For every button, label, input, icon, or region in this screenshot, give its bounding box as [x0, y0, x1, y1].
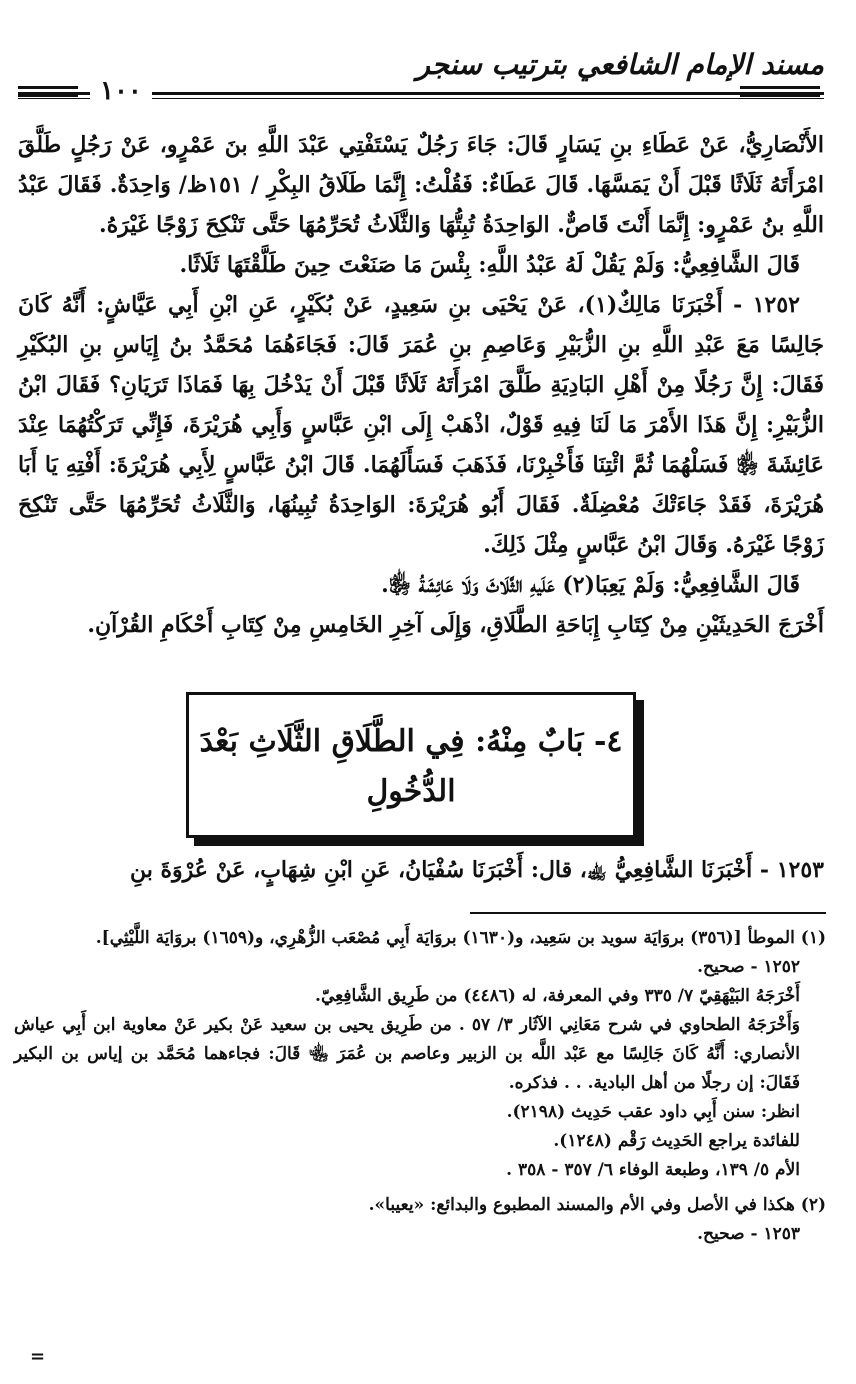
- takhrij-line: وَأَخْرَجَهُ الطحاوي في شرح مَعَانِي الآثَار ٣/ ٥٧ . من طَرِيق يحيى بن سعيد عَنْ بكير عَنْ معاوية ابن أَبِي عياش الأنصاري: أَنَّهُ كَانَ جَالِسًا مع عَبْد اللَّه بن الزبير وعاصم بن عُمَرَ ﵄ قَالَ: فجاءهما مُحَمَّد بن إياس بن البكير فَقَالَ: إن رجلًا من أهل البادية. . . فذكره.: [14, 1015, 800, 1093]
- takhrij-line: أَخْرَجَهُ البَيْهَقِيّ ٧/ ٣٣٥ وفي المعرفة، له (٤٤٨٦) من طَرِيق الشَّافِعِيّ.: [315, 986, 800, 1006]
- reference-line: للفائدة يراجع الحَدِيث رَقْم (١٢٤٨).: [553, 1131, 800, 1151]
- footnote-1: (١) الموطأ [(٣٥٦) بروَايَة سويد بن سَعِيد، و(١٦٣٠) بروَايَة أَبِي مُصْعَب الزُّهْرِي، و(١٦٥٩) بروَايَة اللَّيْثِي].: [95, 928, 826, 948]
- chapter-heading-box: [186, 692, 636, 838]
- text-paragraph: ١٢٥٣ - أَخْبَرَنَا الشَّافِعِيُّ ﵀، قال: أَخْبَرَنَا سُفْيَانُ، عَنِ ابْنِ شِهَابٍ، عَنْ عُرْوَةَ بنِ: [129, 857, 824, 883]
- footnotes: [14, 924, 826, 1249]
- main-text: [18, 125, 824, 645]
- page-number: ١٠٠: [90, 76, 152, 106]
- text-paragraph: قَالَ الشَّافِعِيُّ: وَلَمْ يَعِبَا(٢) عَلَيهِ الثَّلَاثَ وَلَا عَائِشَةُ ﵂.: [381, 572, 800, 598]
- hadith-1253: [18, 850, 824, 890]
- reference-line: انظر: سنن أَبِي داود عقب حَدِيث (٢١٩٨).: [506, 1102, 800, 1122]
- continuation-mark: =: [30, 1346, 46, 1367]
- grading-1253: ١٢٥٣ - صحيح.: [697, 1224, 800, 1244]
- grading-1252: ١٢٥٢ - صحيح.: [697, 957, 800, 977]
- text-paragraph: قَالَ الشَّافِعِيُّ: وَلَمْ يَقُلْ لَهُ عَبْدُ اللَّهِ: بِئْسَ مَا صَنَعْتَ حِينَ طَلَّقْتَهَا ثَلَاثًا.: [179, 252, 800, 278]
- chapter-title: ٤- بَابٌ مِنْهُ: فِي الطَّلَاقِ الثَّلَاثِ بَعْدَ الدُّخُولِ: [199, 724, 623, 809]
- page-number-ornament-left: [18, 86, 78, 102]
- book-title: مسند الإمام الشافعي بترتيب سنجر: [416, 48, 824, 81]
- footnote-2: (٢) هكذا في الأصل وفي الأم والمسند المطبوع والبدائع: «يعيبا».: [368, 1195, 826, 1215]
- hadith-1252: ١٢٥٢ - أَخْبَرَنَا مَالِكٌ(١)، عَنْ يَحْيَى بنِ سَعِيدٍ، عَنْ بُكَيْرٍ، عَنِ ابْنِ أَبِي عَيَّاشٍ: أَنَّهُ كَانَ جَالِسًا مَعَ عَبْدِ اللَّهِ بنِ الزُّبَيْرِ وَعَاصِمِ بنِ عُمَرَ قَالَ: فَجَاءَهُمَا مُحَمَّدُ بنُ إِيَاسِ بنِ البُكَيْرِ فَقَالَ: إِنَّ رَجُلًا مِنْ أَهْلِ البَادِيَةِ طَلَّقَ امْرَأَتَهُ ثَلَاثًا قَبْلَ أَنْ يَدْخُلَ بِهَا فَمَاذَا تَرَيَانِ؟ فَقَالَ ابْنُ الزُّبَيْرِ: إِنَّ هَذَا الأَمْرَ مَا لَنَا فِيهِ قَوْلٌ، اذْهَبْ إِلَى ابْنِ عَبَّاسٍ وَأَبِي هُرَيْرَةَ، فَإِنِّي تَرَكْتُهُمَا عِنْدَ عَائِشَةَ ﵂ فَسَلْهُمَا ثُمَّ ائْتِنَا فَأَخْبِرْنَا، فَذَهَبَ فَسَأَلَهُمَا. قَالَ ابْنُ عَبَّاسٍ لِأَبِي هُرَيْرَةَ: أَفْتِهِ يَا أَبَا هُرَيْرَةَ، فَقَدْ جَاءَتْكَ مُعْضِلَةٌ. فَقَالَ أَبُو هُرَيْرَةَ: الوَاحِدَةُ تُبِينُهَا، وَالثَّلَاثُ تُحَرِّمُهَا حَتَّى تَنْكِحَ زَوْجًا غَيْرَهُ. وَقَالَ ابْنُ عَبَّاسٍ مِثْلَ ذَلِكَ.: [18, 292, 824, 558]
- reference-line: الأم ٥/ ١٣٩، وطبعة الوفاء ٦/ ٣٥٧ - ٣٥٨ .: [506, 1160, 800, 1180]
- text-paragraph: الأَنْصَارِيُّ، عَنْ عَطَاءِ بنِ يَسَارٍ قَالَ: جَاءَ رَجُلٌ يَسْتَفْتِي عَبْدَ اللَّهِ بنَ عَمْرٍو، عَنْ رَجُلٍ طَلَّقَ امْرَأَتَهُ ثَلَاثًا قَبْلَ أَنْ يَمَسَّهَا. قَالَ عَطَاءٌ: فَقُلْتُ: إِنَّمَا طَلَاقُ البِكْرِ / ١٥١ظ/ وَاحِدَةٌ. فَقَالَ عَبْدُ اللَّهِ بنُ عَمْرٍو: إِنَّمَا أَنْتَ قَاصٌّ. الوَاحِدَةُ تُبِتُّهَا وَالثَّلَاثُ تُحَرِّمُهَا حَتَّى تَنْكِحَ زَوْجًا غَيْرَهُ.: [18, 132, 824, 238]
- page-number-ornament-right: [740, 86, 820, 102]
- takhrij-note: أَخْرَجَ الحَدِيثَيْنِ مِنْ كِتَابِ إِبَاحَةِ الطَّلَاقِ، وَإِلَى آخِرِ الخَامِسِ مِنْ كِتَابِ أَحْكَامِ القُرْآنِ.: [87, 612, 824, 638]
- footnote-separator: [470, 912, 826, 914]
